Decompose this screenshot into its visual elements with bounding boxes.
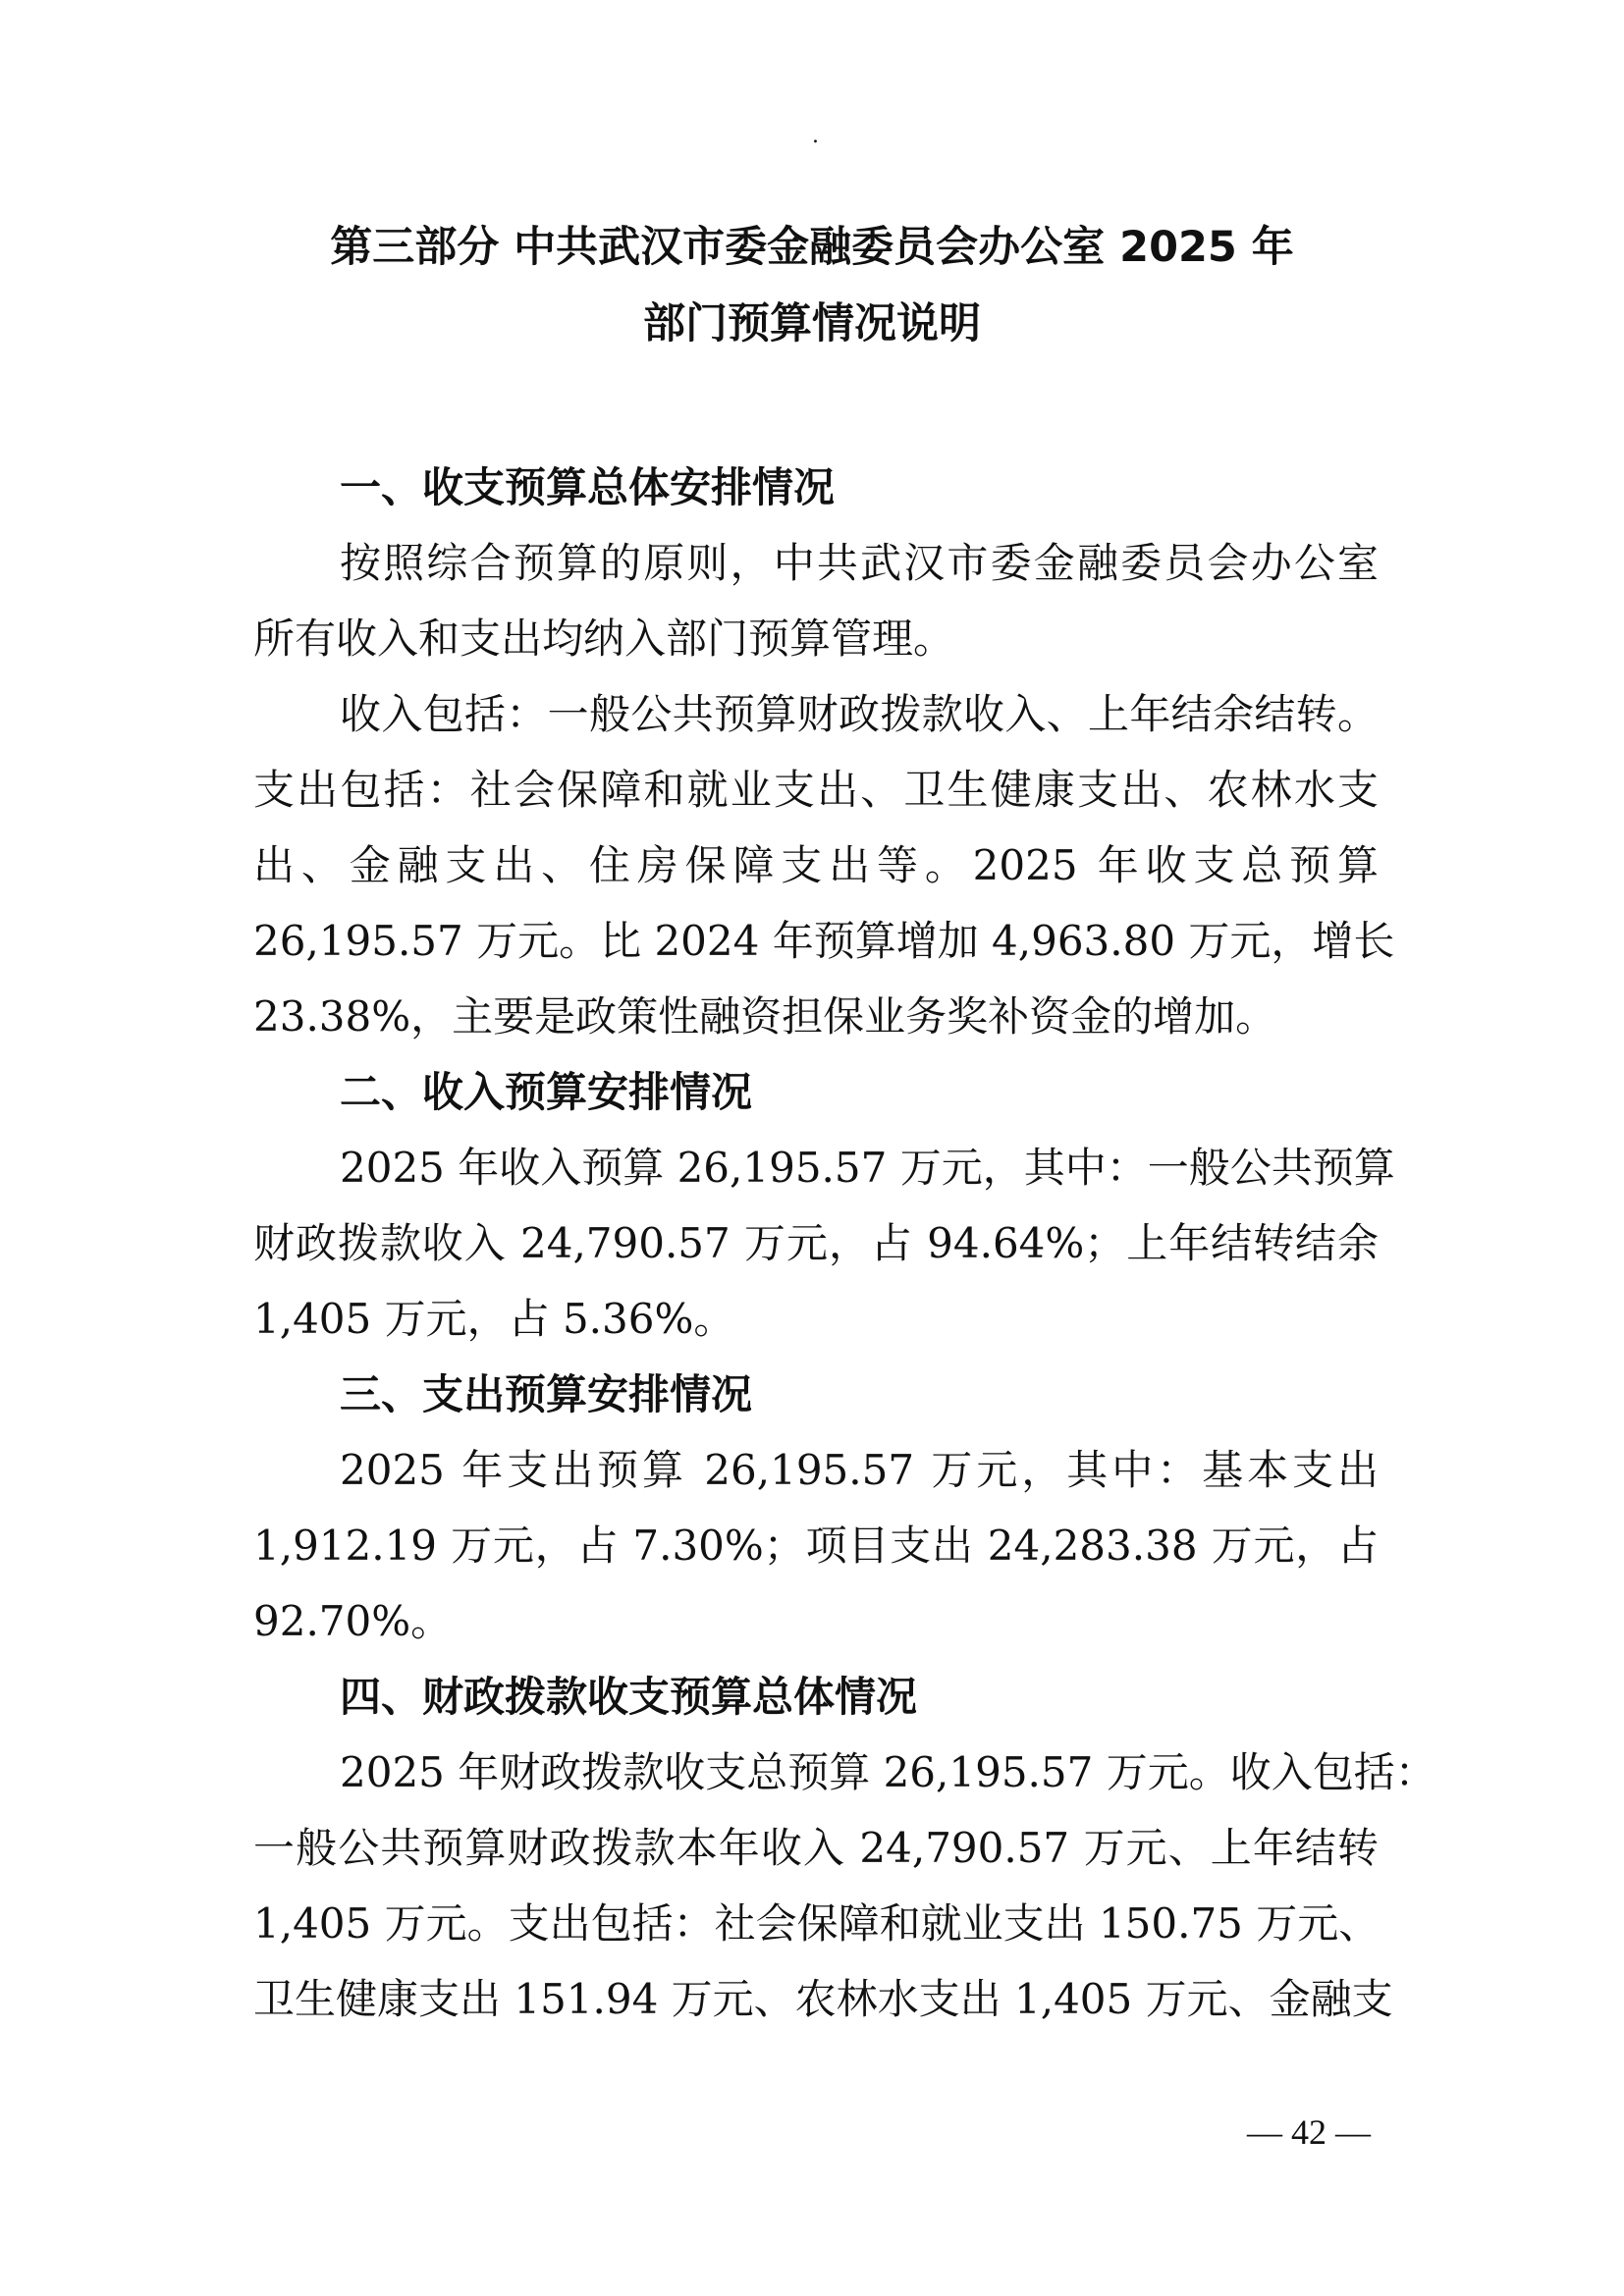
paragraph-line: 收入包括：一般公共预算财政拨款收入、上年结余结转。 — [340, 690, 1379, 738]
page-number: — 42 — — [1247, 2112, 1371, 2152]
paragraph-line: 1,912.19 万元，占 7.30%；项目支出 24,283.38 万元，占 — [253, 1522, 1379, 1570]
section-heading: 四、财政拨款收支预算总体情况 — [340, 1673, 918, 1721]
paragraph — [253, 1130, 1395, 1357]
paragraph-line: 2025 年财政拨款收支总预算 26,195.57 万元。收入包括： — [340, 1748, 1436, 1796]
paragraph — [253, 676, 1395, 1054]
paragraph-line: 一般公共预算财政拨款本年收入 24,790.57 万元、上年结转 — [253, 1824, 1379, 1872]
paragraph-line: 1,405 万元，占 5.36%。 — [253, 1295, 735, 1343]
document-body — [253, 450, 1436, 2037]
paragraph-line: 2025 年收入预算 26,195.57 万元，其中：一般公共预算 — [340, 1144, 1395, 1192]
paragraph — [253, 525, 1379, 676]
paragraph-line: 出、金融支出、住房保障支出等。2025 年收支总预算 — [253, 841, 1379, 889]
paragraph-line: 92.70%。 — [253, 1597, 453, 1645]
document-title-line-1: 第三部分 中共武汉市委金融委员会办公室 2025 年 — [330, 223, 1294, 272]
paragraph-line: 1,405 万元。支出包括：社会保障和就业支出 150.75 万元、 — [253, 1899, 1380, 1948]
paragraph-line: 按照综合预算的原则，中共武汉市委金融委员会办公室 — [340, 539, 1379, 587]
paragraph-line: 所有收入和支出均纳入部门预算管理。 — [253, 614, 955, 663]
section-heading: 三、支出预算安排情况 — [340, 1370, 753, 1418]
paragraph — [253, 1432, 1379, 1659]
paragraph-line: 23.38%，主要是政策性融资担保业务奖补资金的增加。 — [253, 992, 1277, 1041]
top-dot-mark: . — [812, 124, 819, 148]
paragraph-line: 26,195.57 万元。比 2024 年预算增加 4,963.80 万元，增长 — [253, 917, 1395, 965]
paragraph-line: 2025 年支出预算 26,195.57 万元，其中：基本支出 — [340, 1446, 1379, 1494]
document-title-line-2: 部门预算情况说明 — [643, 299, 981, 348]
paragraph-line: 卫生健康支出 151.94 万元、农林水支出 1,405 万元、金融支 — [253, 1975, 1393, 2023]
section-heading: 二、收入预算安排情况 — [340, 1068, 753, 1116]
section-heading: 一、收支预算总体安排情况 — [340, 463, 836, 511]
paragraph-line: 财政拨款收入 24,790.57 万元，占 94.64%；上年结转结余 — [253, 1219, 1379, 1267]
paragraph-line: 支出包括：社会保障和就业支出、卫生健康支出、农林水支 — [253, 766, 1379, 814]
paragraph — [253, 1735, 1436, 2037]
